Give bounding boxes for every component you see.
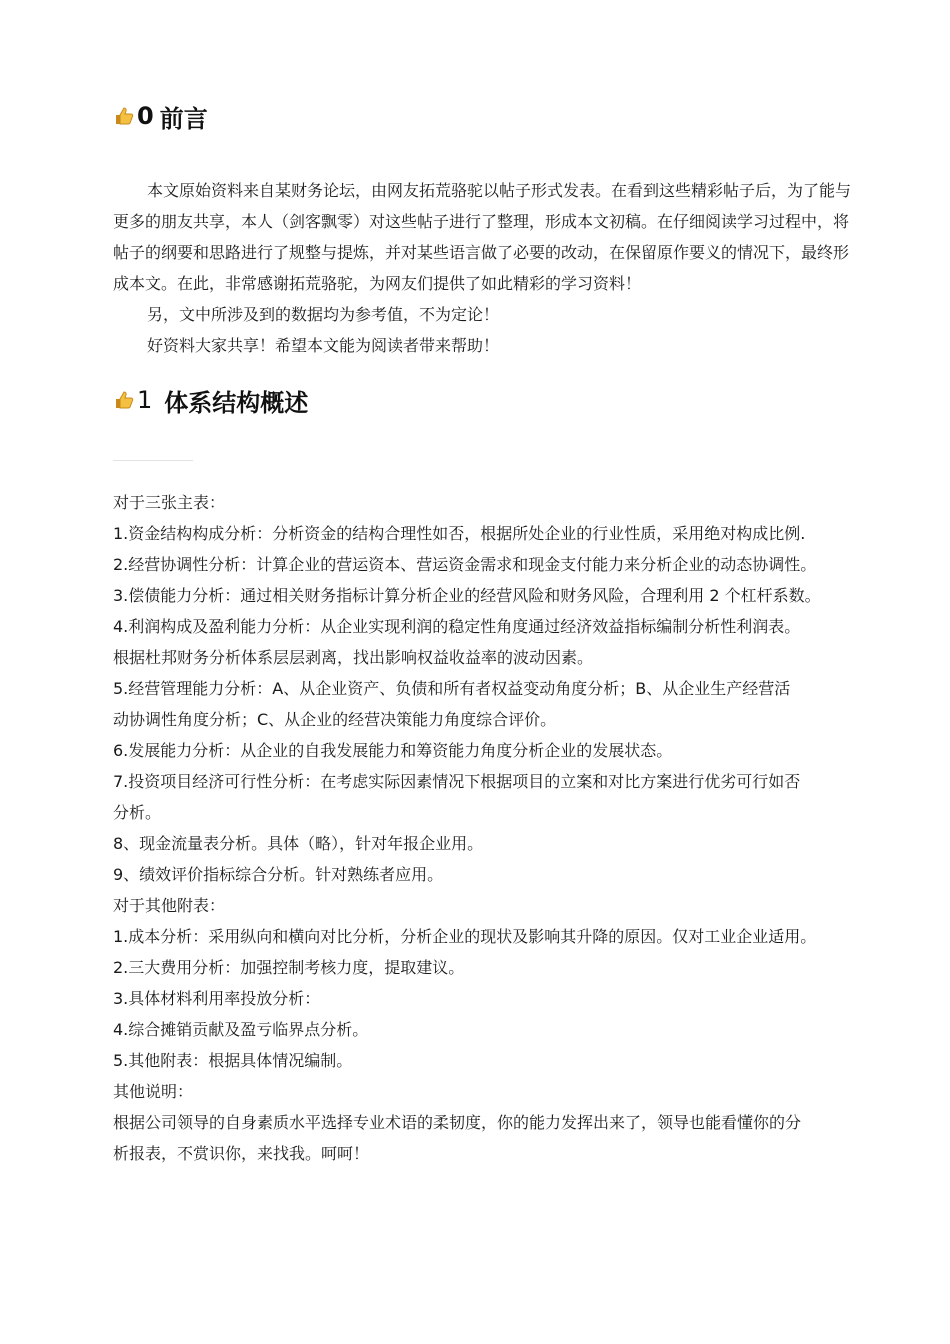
thumbs-up-icon	[113, 105, 135, 127]
intro-paragraph-1: 本文原始资料来自某财务论坛，由网友拓荒骆驼以帖子形式发表。在看到这些精彩帖子后，为了能与更多的朋友共享，本人（剑客飘零）对这些帖子进行了整理，形成本文初稿。在仔细阅读学习过程中，将帖子的纲要和思路进行了规整与提炼，并对某些语言做了必要的改动，在保留原作要义的情况下，最终形成本文。在此，非常感谢拓荒骆驼，为网友们提供了如此精彩的学习资料！	[113, 181, 852, 293]
text-line: 4.综合摊销贡献及盈亏临界点分析。	[113, 1020, 369, 1039]
thumbs-up-icon	[113, 389, 135, 411]
text-line: 1.成本分析：采用纵向和横向对比分析，分析企业的现状及影响其升降的原因。仅对工业企业适用。	[113, 927, 817, 946]
text-line: 根据杜邦财务分析体系层层剥离，找出影响权益收益率的波动因素。	[113, 648, 594, 667]
text-line: 8、现金流量表分析。具体（略），针对年报企业用。	[113, 834, 484, 853]
text-line: 动协调性角度分析；C、从企业的经营决策能力角度综合评价。	[113, 710, 557, 729]
text-line: 析报表，不赏识你，来找我。呵呵！	[113, 1144, 370, 1163]
text-line: 4.利润构成及盈利能力分析：从企业实现利润的稳定性角度通过经济效益指标编制分析性利润表。	[113, 617, 801, 636]
text-line: 3.具体材料利用率投放分析：	[113, 989, 321, 1008]
intro-paragraph-3: 好资料大家共享！希望本文能为阅读者带来帮助！	[147, 336, 500, 355]
text-line: 3.偿债能力分析：通过相关财务指标计算分析企业的经营风险和财务风险，合理利用 2 个杠杆系数。	[113, 586, 821, 605]
heading-number: 0	[137, 102, 154, 130]
overview-text	[113, 487, 858, 1169]
section-heading-0	[113, 100, 208, 132]
text-line: 7.投资项目经济可行性分析：在考虑实际因素情况下根据项目的立案和对比方案进行优劣可行如否	[113, 772, 801, 791]
heading-title: 前言	[159, 103, 208, 133]
text-line: 2.经营协调性分析：计算企业的营运资本、营运资金需求和现金支付能力来分析企业的动态协调性。	[113, 555, 817, 574]
text-line: 5.经营管理能力分析：A、从企业资产、负债和所有者权益变动角度分析；B、从企业生产经营活	[113, 679, 791, 698]
text-line: 1.资金结构构成分析：分析资金的结构合理性如否，根据所处企业的行业性质，采用绝对构成比例.	[113, 524, 806, 543]
text-line: 其他说明：	[113, 1082, 194, 1101]
text-line: 6.发展能力分析：从企业的自我发展能力和筹资能力角度分析企业的发展状态。	[113, 741, 673, 760]
heading-number: 1	[137, 386, 153, 414]
intro-paragraph-2: 另，文中所涉及到的数据均为参考值，不为定论！	[147, 305, 500, 324]
text-line: 分析。	[113, 803, 162, 822]
text-line: 对于其他附表：	[113, 896, 226, 915]
text-line: 根据公司领导的自身素质水平选择专业术语的柔韧度，你的能力发挥出来了，领导也能看懂你的分	[113, 1113, 802, 1132]
section-heading-1	[113, 384, 308, 416]
text-line: 2.三大费用分析：加强控制考核力度，提取建议。	[113, 958, 465, 977]
text-line: 对于三张主表：	[113, 493, 226, 512]
text-line: 5.其他附表：根据具体情况编制。	[113, 1051, 353, 1070]
divider	[113, 460, 193, 461]
heading-title: 体系结构概述	[164, 387, 309, 417]
text-line: 9、绩效评价指标综合分析。针对熟练者应用。	[113, 865, 444, 884]
